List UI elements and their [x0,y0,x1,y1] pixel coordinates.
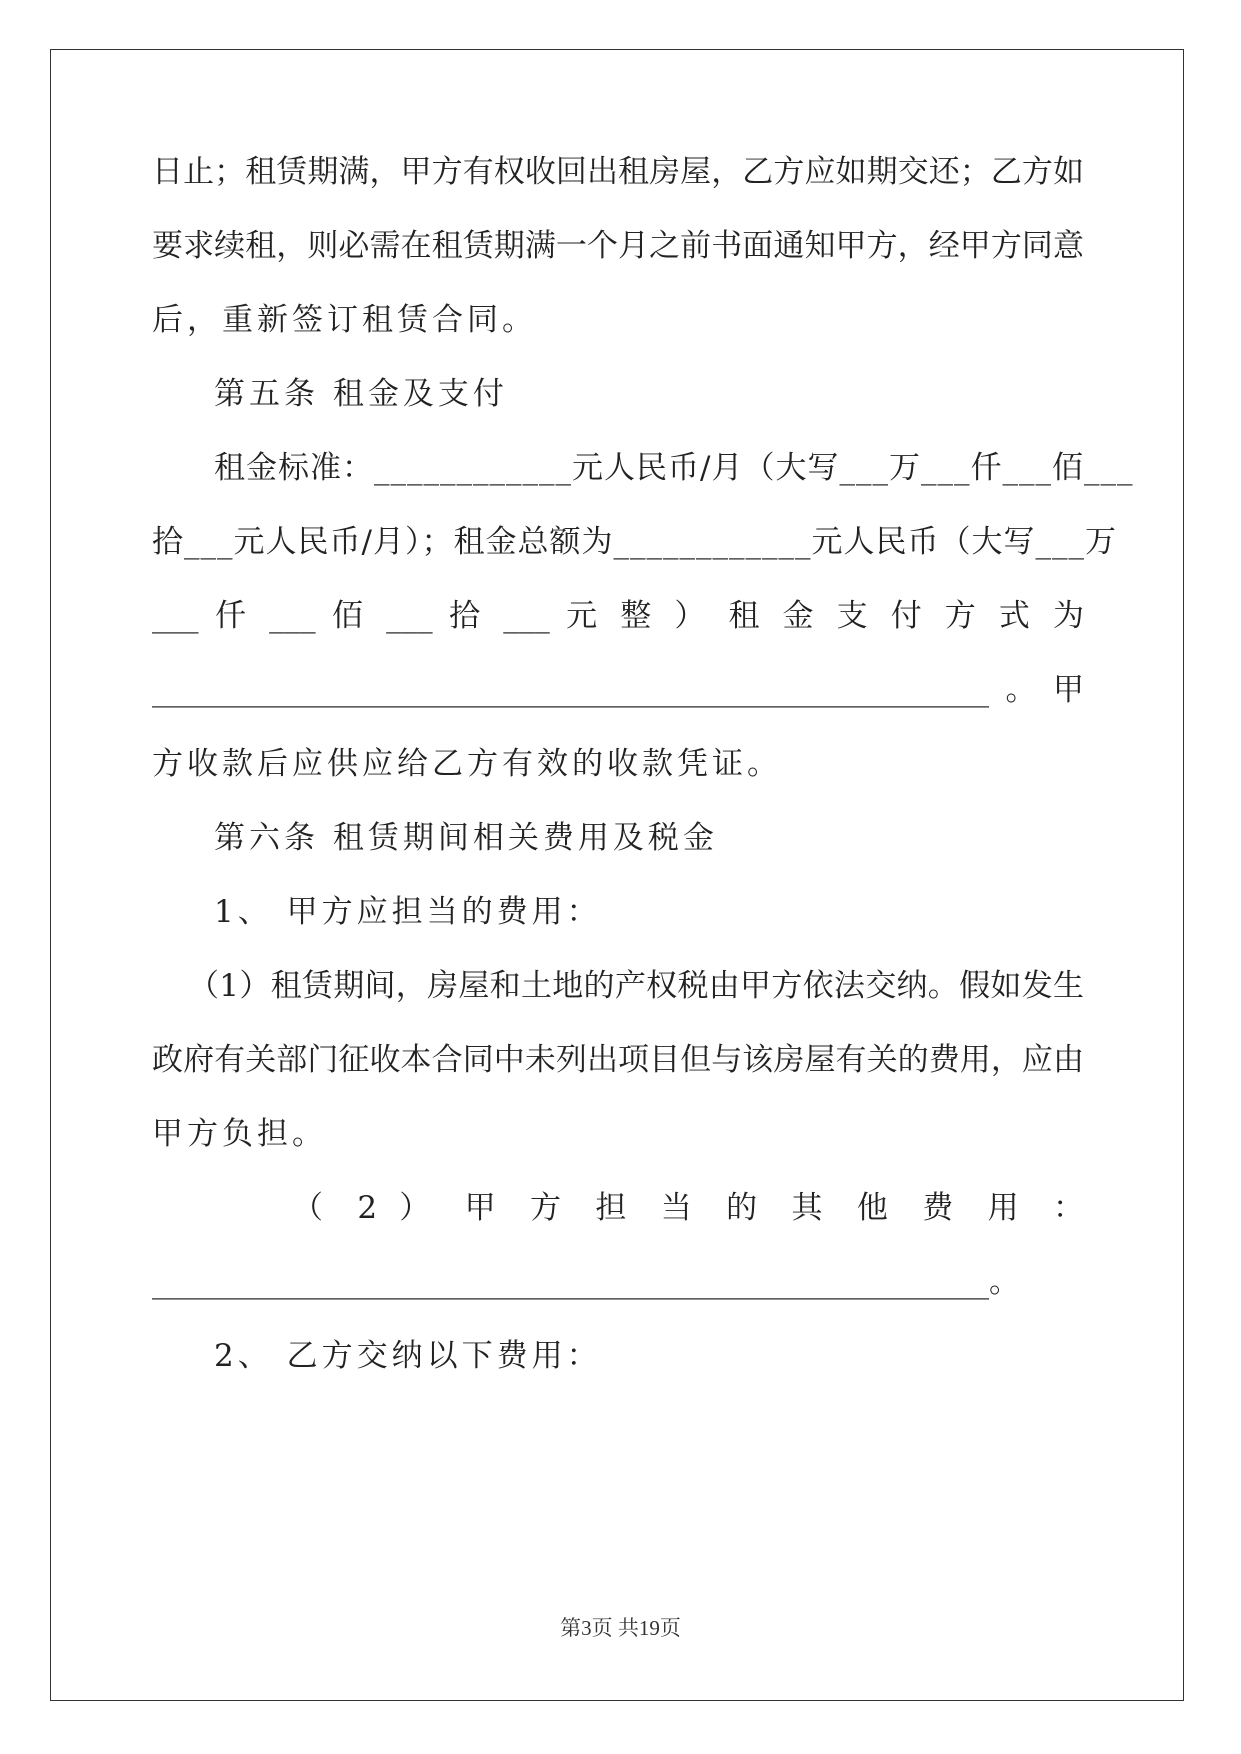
list-item: 2、 乙方交纳以下费用： [214,1338,602,1374]
text-line: 方收款后应供应给乙方有效的收款凭证。 [152,746,782,782]
text-line: 要求续租，则必需在租赁期满一个月之前书面通知甲方，经甲方同意 [152,228,1084,264]
text-line: 日止；租赁期满，甲方有权收回出租房屋，乙方应如期交还；乙方如 [152,154,1084,190]
text-line: 租金标准：____________元人民币/月（大写___万___仟___佰___ [214,450,1134,486]
text-line: （ 2 ） 甲 方 担 当 的 其 他 费 用 ： [292,1190,1084,1226]
text-line: ___ 仟 ___ 佰 ___ 拾 ___ 元 整 ） 租 金 支 付 方 式 为 [152,598,1084,634]
section-heading: 第五条 租金及支付 [214,376,508,412]
list-item: 1、 甲方应担当的费用： [214,894,602,930]
text-line: （1）租赁期间，房屋和土地的产权税由甲方依法交纳。假如发生 [188,968,1084,1004]
text-line: 甲方负担。 [152,1116,327,1152]
text-line: 政府有关部门征收本合同中未列出项目但与该房屋有关的费用，应由 [152,1042,1084,1078]
text-line: ______________________________________________________。 [152,1264,1020,1300]
section-heading: 第六条 租赁期间相关费用及税金 [214,820,718,856]
page-number: 第3页 共19页 [560,1616,681,1640]
text-line: 拾___元人民币/月）；租金总额为____________元人民币（大写___万 [152,524,1117,560]
text-line: ______________________________________________________。甲 [152,672,1084,708]
page-border [50,49,1184,1701]
text-line: 后，重新签订租赁合同。 [152,302,537,338]
